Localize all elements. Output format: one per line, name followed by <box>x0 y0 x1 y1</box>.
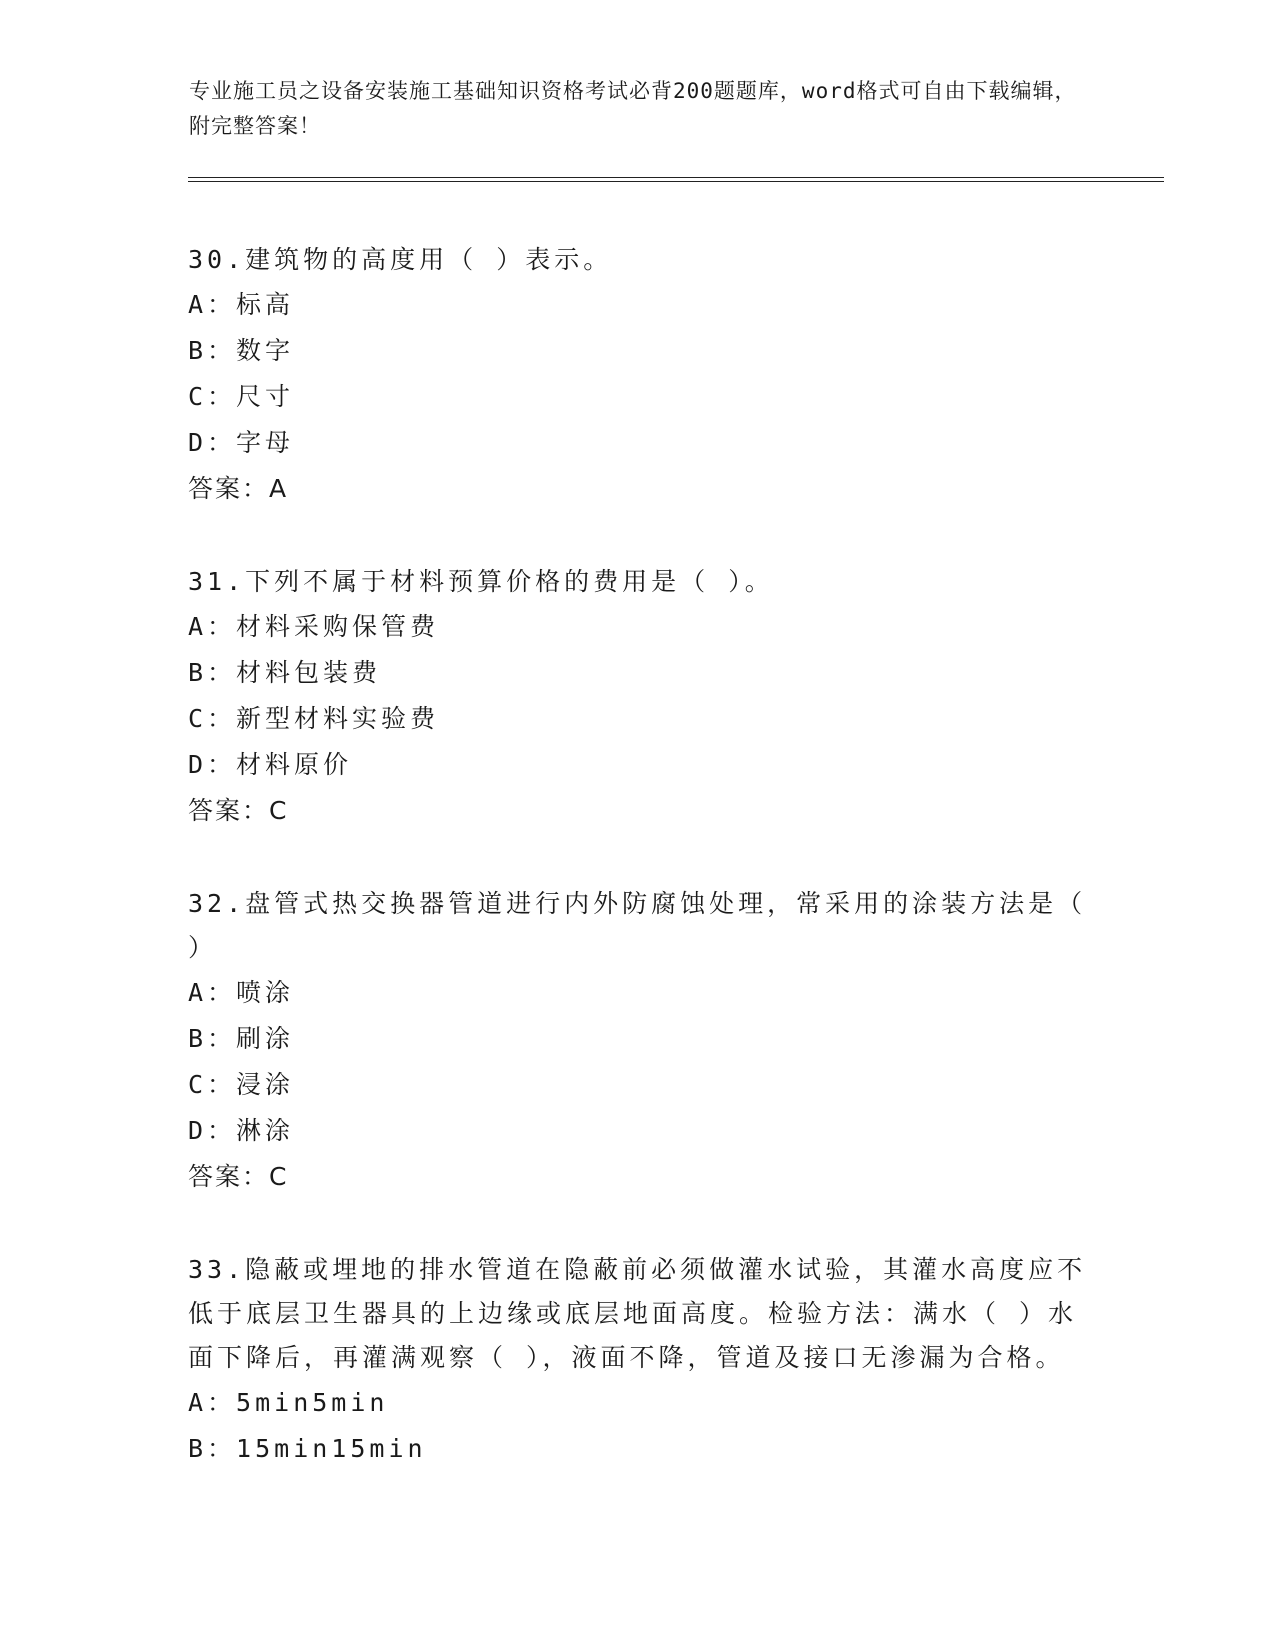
option-b: B：刷涂 <box>188 1024 295 1053</box>
option-d: D：材料原价 <box>188 750 353 779</box>
question-title: 31.下列不属于材料预算价格的费用是（ ）。 <box>188 567 774 596</box>
option-b: B：材料包装费 <box>188 658 382 687</box>
answer: 答案：A <box>188 474 289 503</box>
question-33 <box>188 1248 1088 1472</box>
question-title: 32.盘管式热交换器管道进行内外防腐蚀处理，常采用的涂装方法是（ ） <box>188 889 1087 962</box>
question-title: 33.隐蔽或埋地的排水管道在隐蔽前必须做灌水试验，其灌水高度应不低于底层卫生器具的上边缘或底层地面高度。检验方法：满水（ ）水面下降后，再灌满观察（ ），液面不降，管道及接口无渗漏为合格。 <box>188 1255 1087 1372</box>
question-32 <box>188 882 1088 1200</box>
option-c: C：新型材料实验费 <box>188 704 440 733</box>
option-d: D：字母 <box>188 428 295 457</box>
answer: 答案：C <box>188 796 289 825</box>
option-d: D：淋涂 <box>188 1116 295 1145</box>
answer: 答案：C <box>188 1162 289 1191</box>
document-header: 专业施工员之设备安装施工基础知识资格考试必背200题题库，word格式可自由下载编辑，附完整答案！ <box>189 79 1077 138</box>
option-a: A：5min5min <box>188 1388 389 1417</box>
option-c: C：浸涂 <box>188 1070 295 1099</box>
option-b: B：数字 <box>188 336 295 365</box>
question-title: 30.建筑物的高度用（ ）表示。 <box>188 245 613 274</box>
option-c: C：尺寸 <box>188 382 295 411</box>
question-30 <box>188 238 1088 512</box>
option-b: B：15min15min <box>188 1434 427 1463</box>
option-a: A：材料采购保管费 <box>188 612 440 641</box>
header-divider <box>188 177 1164 182</box>
question-31 <box>188 560 1088 834</box>
option-a: A：标高 <box>188 290 295 319</box>
option-a: A：喷涂 <box>188 978 295 1007</box>
